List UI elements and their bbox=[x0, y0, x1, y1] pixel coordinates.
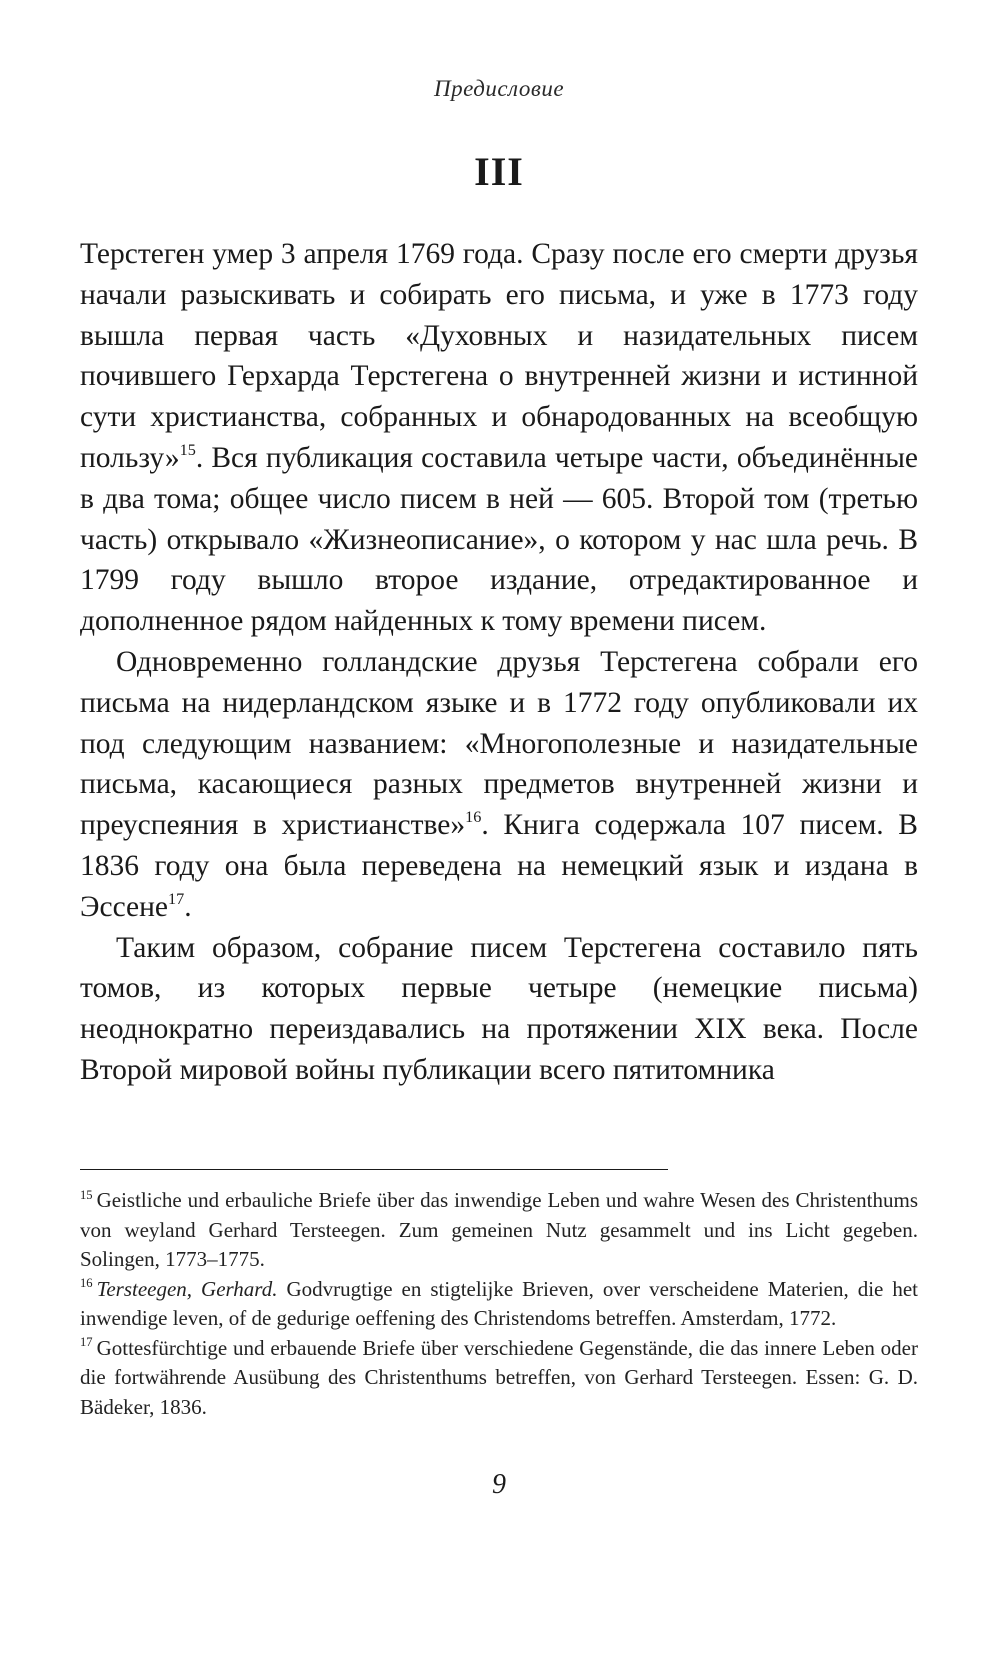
paragraph-2-text-after: . Книга содержала 107 писем. В 1836 году она была переведена на немецкий язык и издана в Эссене bbox=[80, 809, 918, 923]
paragraph-2-text: Одновременно голландские друзья Терстегена собрали его письма на нидерландском языке и в 1772 году опубликовали их под следующим названием: «Многополезные и назидательные письма, касающиеся разных предметов внутренней жизни и преуспеяния в христианстве» bbox=[80, 645, 918, 842]
paragraph-1-text: Терстеген умер 3 апреля 1769 года. Сразу после его смерти друзья начали разыскивать и собирать его письма, и уже в 1773 году вышла первая часть «Духовных и назидательных писем почившего Герхарда Терстегена о внутренней жизни и истинной сути христианства, собранных и обнародованных на всеобщую пользу» bbox=[80, 238, 918, 474]
book-page bbox=[80, 0, 918, 1664]
footnote-text: Gottesfürchtige und erbauende Briefe über verschiedene Gegenstände, die das innere Leben oder die fortwährende Ausübung des Christenthums betreffen, von Gerhard Tersteegen. Essen: G. D. Bädeker, 1836. bbox=[80, 1335, 918, 1419]
page-number: 9 bbox=[492, 1469, 506, 1500]
footnote-number: 17 bbox=[80, 1335, 93, 1350]
paragraph-3-text: Таким образом, собрание писем Терстегена составило пять томов, из которых первые четыре (немецкие письма) неоднократно переиздавались на протяжении XIX века. После Второй мировой войны публикации всего пятитомника bbox=[80, 931, 918, 1086]
footnote-divider bbox=[80, 1169, 668, 1170]
paragraph-2-text-end: . bbox=[184, 890, 192, 923]
footnote-author: Tersteegen, Gerhard. bbox=[96, 1276, 278, 1301]
footnotes bbox=[80, 1186, 918, 1422]
footnote-15 bbox=[80, 1186, 918, 1275]
running-head: Предисловие bbox=[433, 76, 565, 101]
footnote-16 bbox=[80, 1275, 918, 1334]
footnote-ref-17: 17 bbox=[168, 889, 185, 908]
footnote-number: 15 bbox=[80, 1187, 93, 1202]
paragraph-3 bbox=[80, 928, 918, 1091]
footnote-17 bbox=[80, 1334, 918, 1423]
paragraph-2 bbox=[80, 642, 918, 928]
footnote-text: Godvrugtige en stigtelijke Brieven, over verscheidene Materien, die het inwendige leven, of de gedurige oeffening des Christendoms betreffen. Amsterdam, 1772. bbox=[80, 1276, 919, 1330]
footnote-ref-15: 15 bbox=[179, 440, 196, 459]
footnote-text: Geistliche und erbauliche Briefe über das inwendige Leben und wahre Wesen des Christenthums von weyland Gerhard Tersteegen. Zum gemeinen Nutz gesammelt und ins Licht gegeben. Solingen, 1773–1775. bbox=[80, 1188, 918, 1271]
footnote-ref-16: 16 bbox=[465, 808, 482, 826]
footnote-number: 16 bbox=[80, 1276, 93, 1291]
paragraph-1 bbox=[80, 234, 918, 642]
paragraph-1-text-after: . Вся публикация составила четыре части, объединённые в два тома; общее число писем в ней — 605. Второй том (третью часть) открывало «Жизнеописание», о котором у нас шла речь. В 1799 году вышло второе издание, отредактированное и дополненное рядом найденных к тому времени писем. bbox=[80, 441, 918, 638]
main-text bbox=[80, 234, 918, 1091]
section-heading: III bbox=[474, 149, 524, 194]
